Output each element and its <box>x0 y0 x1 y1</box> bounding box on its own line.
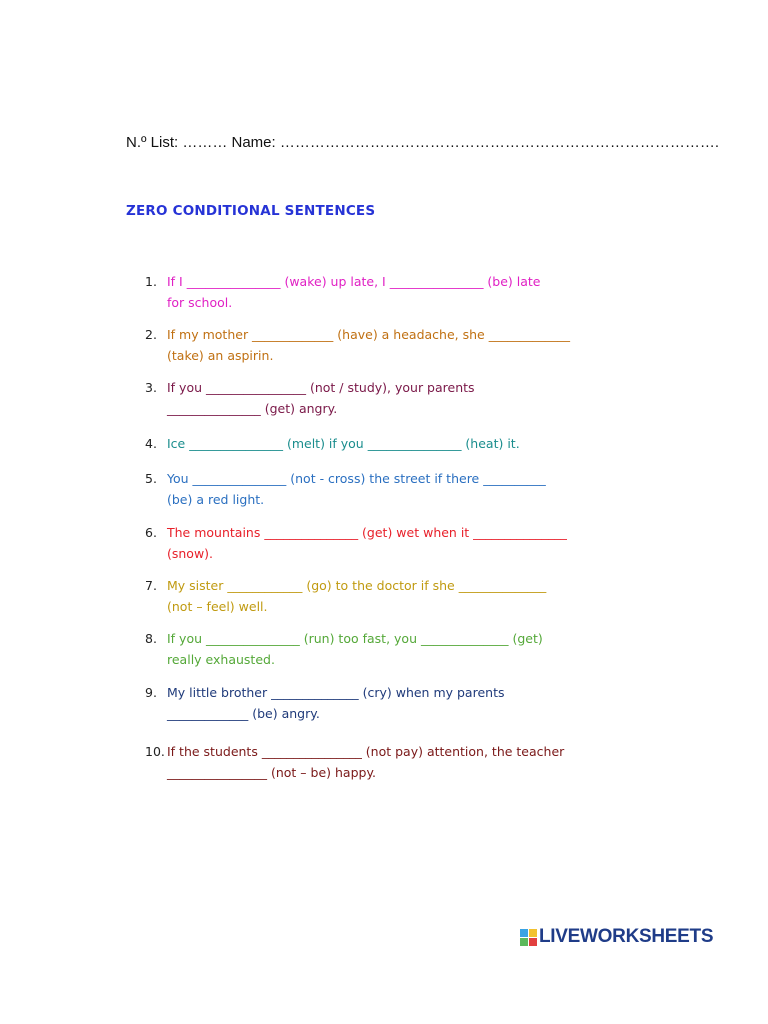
item-text <box>167 629 647 670</box>
item-number: 6. <box>145 525 157 540</box>
item-line: You _______________ (not - cross) the street if there __________ <box>167 471 546 486</box>
item-number: 2. <box>145 327 157 342</box>
logo-square-icon <box>520 929 528 937</box>
item-line: If the students ________________ (not pay) attention, the teacher <box>167 744 565 759</box>
item-text <box>167 576 647 617</box>
item-text <box>167 742 647 783</box>
item-line: (snow). <box>167 545 214 561</box>
item-number: 4. <box>145 436 157 451</box>
item-number: 3. <box>145 380 157 395</box>
worksheet-title: ZERO CONDITIONAL SENTENCES <box>126 203 376 219</box>
item-number: 5. <box>145 471 157 486</box>
item-number: 8. <box>145 631 157 646</box>
item-line: (not – feel) well. <box>167 598 268 614</box>
item-line: If you _______________ (run) too fast, you ______________ (get) <box>167 631 543 646</box>
item-text <box>167 325 647 366</box>
item-line: _____________ (be) angry. <box>167 705 320 721</box>
item-number: 10. <box>145 744 165 759</box>
liveworksheets-logo-icon <box>520 929 537 946</box>
student-info-line: N.º List: ……… Name: ……………………………………………………………………………. <box>126 134 720 151</box>
item-line: (be) a red light. <box>167 491 265 507</box>
item-text <box>167 434 647 455</box>
logo-square-icon <box>529 938 537 946</box>
item-text <box>167 378 647 419</box>
logo-wordmark: LIVEWORKSHEETS <box>539 926 714 947</box>
item-line: If you ________________ (not / study), your parents <box>167 380 475 395</box>
item-line: for school. <box>167 294 233 310</box>
item-text <box>167 272 647 313</box>
item-number: 9. <box>145 685 157 700</box>
item-line: If my mother _____________ (have) a headache, she _____________ <box>167 327 570 342</box>
item-line: ________________ (not – be) happy. <box>167 764 377 780</box>
item-text <box>167 683 647 724</box>
item-line: (take) an aspirin. <box>167 347 274 363</box>
logo-square-icon <box>520 938 528 946</box>
item-number: 7. <box>145 578 157 593</box>
item-line: My sister ____________ (go) to the doctor if she ______________ <box>167 578 547 593</box>
item-line: If I _______________ (wake) up late, I _______________ (be) late <box>167 274 541 289</box>
liveworksheets-logo <box>520 926 713 948</box>
item-line: The mountains _______________ (get) wet when it _______________ <box>167 525 567 540</box>
item-text <box>167 469 647 510</box>
item-text <box>167 523 647 564</box>
item-line: My little brother ______________ (cry) when my parents <box>167 685 505 700</box>
item-line: really exhausted. <box>167 651 275 667</box>
logo-square-icon <box>529 929 537 937</box>
item-line: Ice _______________ (melt) if you _______________ (heat) it. <box>167 436 520 451</box>
item-line: _______________ (get) angry. <box>167 400 338 416</box>
item-number: 1. <box>145 274 157 289</box>
